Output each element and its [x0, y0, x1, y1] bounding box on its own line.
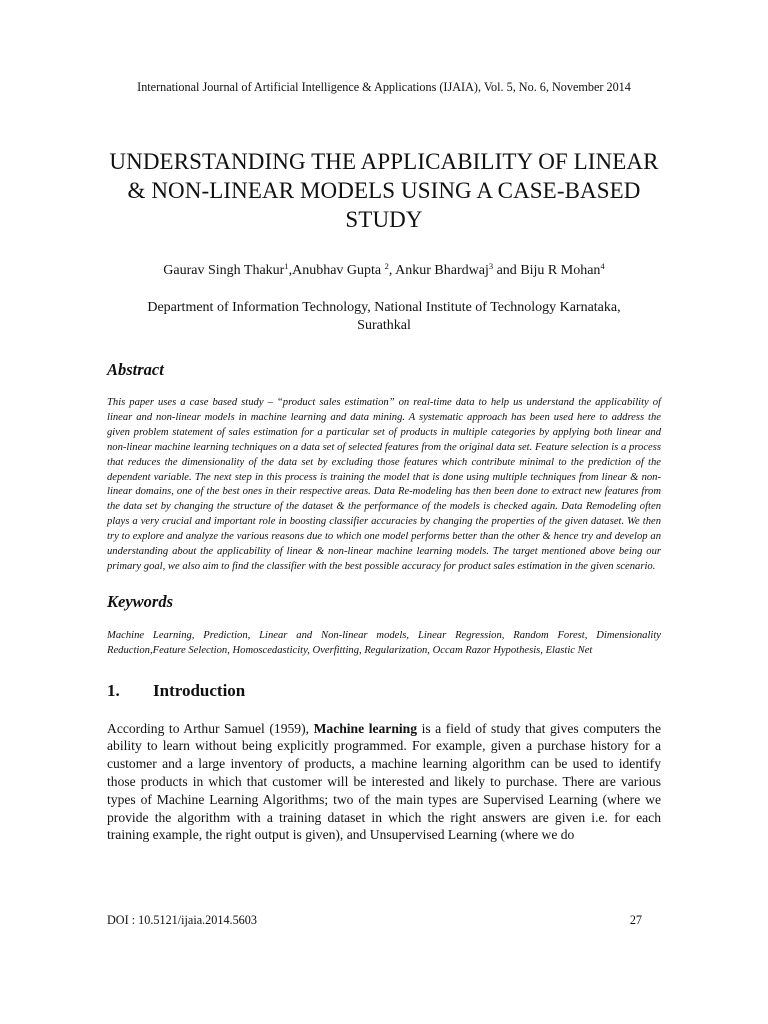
author-name: Gaurav Singh Thakur — [163, 263, 285, 278]
author-list: Gaurav Singh Thakur$^1$,Anubhav Gupta $^2$, Ankur Bhardwaj$^3$ and Biju R Mohan$^4$ — [163, 261, 605, 278]
section-title: Introduction — [153, 680, 246, 700]
journal-header: International Journal of Artificial Intelligence & Applications (IJAIA), Vol. 5, No. 6, November 2014 — [137, 80, 631, 94]
section-number: 1. — [107, 680, 120, 700]
author-affil-marker: 2 — [384, 261, 389, 271]
intro-key-term: Machine learning — [313, 720, 418, 736]
author-affil-marker: 1 — [284, 261, 289, 271]
doi-label: DOI : 10.5121/ijaia.2014.5603 — [107, 913, 257, 927]
keywords-heading: Keywords — [107, 591, 173, 611]
abstract-heading: Abstract — [107, 360, 164, 379]
intro-text-rest: is a field of study that gives computers the ability to learn without being explicitly programmed. For example, given a purchase history for a customer and a large inventory of products, a machine learning algorithm can be used to identify those products in which that customer will be interested and likely to purchase. There are various types of Machine Learning Algorithms; two of the main types are Supervised Learning (where we provide the algorithm with a training dataset in which the right answers are given i.e. for each training example, the right output is given), and Unsupervised Learning (where we do — [107, 720, 661, 843]
keywords-text: Machine Learning, Prediction, Linear and Non-linear models, Linear Regression, Random Forest, Dimensionality Reduction,Feature Selection, Homoscedasticity, Overfitting, Regularization, Occam Razor Hypothesis, Elastic Net — [107, 629, 661, 656]
author-name: Ankur Bhardwaj — [395, 263, 489, 278]
affiliation-line: Surathkal — [357, 318, 411, 333]
author-affil-marker: 4 — [600, 261, 605, 271]
author-name: Anubhav Gupta — [292, 263, 385, 278]
page-footer — [107, 913, 642, 928]
affiliation-line: Department of Information Technology, National Institute of Technology Karnataka, — [147, 300, 621, 315]
introduction-heading — [107, 681, 661, 701]
page-number: 27 — [629, 913, 642, 927]
paper-title: UNDERSTANDING THE APPLICABILITY OF LINEAR & NON-LINEAR MODELS USING A CASE-BASED STUDY — [109, 149, 659, 232]
abstract-text: This paper uses a case based study – “product sales estimation” on real-time data to help us understand the applicability of linear and non-linear models in machine learning and data mining. A systematic approach has been used here to address the given problem statement of sales estimation for a particular set of products in multiple categories by applying both linear and non-linear machine learning techniques on a data set of selected features from the original data set. Feature selection is a process that reduces the dimensionality of the data set by excluding those features which contribute minimal to the prediction of the dependent variable. The next step in this process is training the model that is done using multiple techniques from linear & non-linear domains, one of the best ones in their respective areas. Data Re-modeling has then been done to extract new features from the data set by changing the structure of the dataset & the performance of the models is checked again. Data Remodeling often plays a very crucial and important role in boosting classifier accuracies by changing the properties of the given dataset. We then try to explore and analyze the various reasons due to which one model performs better than the other & hence try and develop an understanding about the applicability of linear & non-linear machine learning models. The target mentioned above being our primary goal, we also aim to find the classifier with the best possible accuracy for product sales estimation in the given scenario. — [107, 397, 661, 572]
intro-text-start: According to Arthur Samuel (1959), — [107, 720, 314, 736]
author-name: Biju R Mohan — [520, 263, 601, 278]
affiliation — [107, 299, 661, 335]
introduction-paragraph — [107, 720, 661, 845]
author-affil-marker: 3 — [488, 261, 494, 271]
